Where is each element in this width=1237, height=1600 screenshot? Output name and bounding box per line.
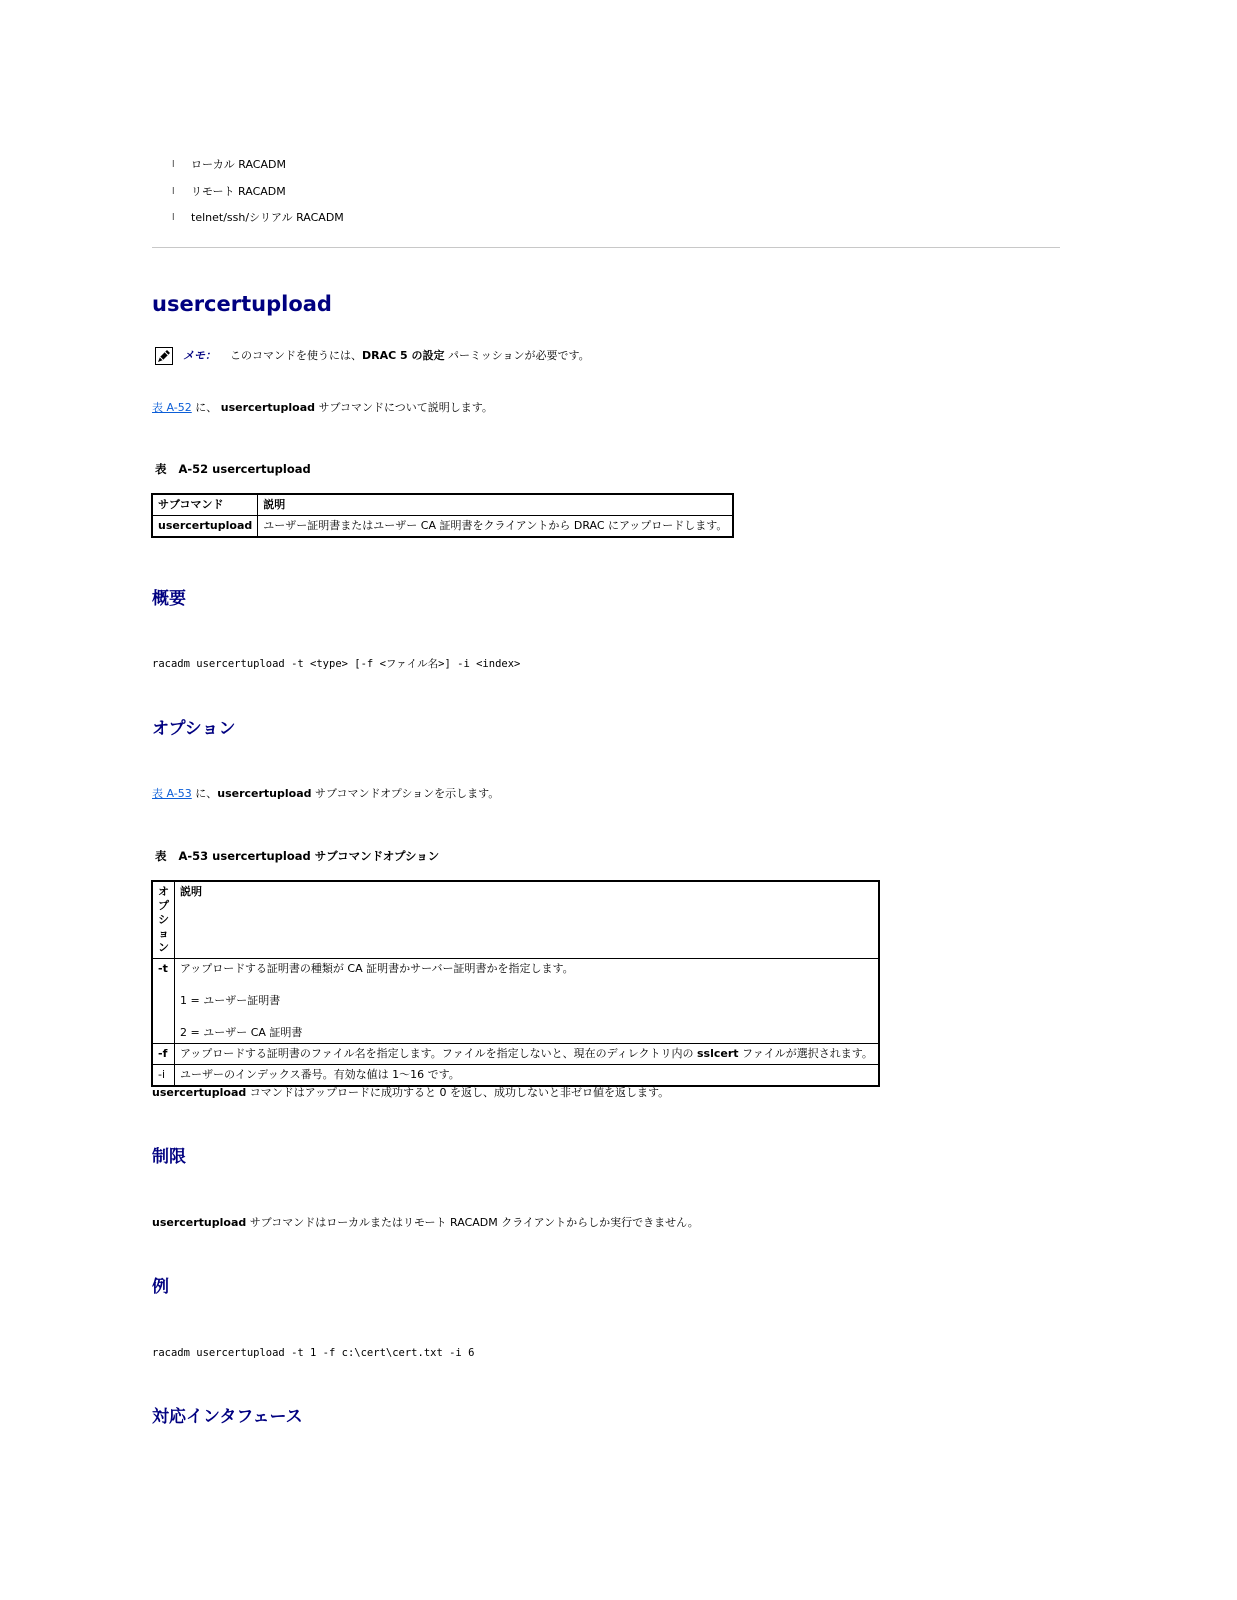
interface-list [172, 158, 344, 238]
table-a52-intro: 表 A-52 に、 usercertupload サブコマンドについて説明します。 [152, 401, 493, 414]
table-header-row: サブコマンド 説明 [152, 494, 733, 516]
restriction-text: usercertupload サブコマンドはローカルまたはリモート RACADM クライアントからしか実行できません。 [152, 1216, 699, 1229]
list-item: l リモート RACADM [172, 184, 286, 198]
list-item: l ローカル RACADM [172, 158, 286, 171]
table-a53-caption: 表 A-53 usercertupload サブコマンドオプション [155, 849, 440, 863]
table-row: -i ユーザーのインデックス番号。有効な値は 1～16 です。 [152, 1065, 879, 1087]
section-interfaces-heading: 対応インタフェース [152, 1407, 303, 1427]
section-options-heading: オプション [152, 719, 236, 739]
note-label: メモ： [183, 349, 216, 362]
table-header-row: オプション 説明 [152, 881, 879, 959]
synopsis-code: racadm usercertupload -t <type> [-f <ファイル名>] -i <index> [152, 658, 521, 670]
table-a52-caption: 表 A-52 usercertupload [155, 462, 311, 476]
return-value-text: usercertupload コマンドはアップロードに成功すると 0 を返し、成功しないと非ゼロ値を返します。 [152, 1086, 670, 1099]
section-restrictions-heading: 制限 [152, 1147, 186, 1167]
subcommand-table [151, 493, 734, 538]
table-row: usercertupload ユーザー証明書またはユーザー CA 証明書をクライアントから DRAC にアップロードします。 [152, 516, 733, 538]
options-table [151, 880, 880, 1087]
section-synopsis-heading: 概要 [152, 589, 186, 609]
note [155, 347, 590, 365]
table-a53-link[interactable]: 表 A-53 [152, 787, 192, 800]
table-a53-intro: 表 A-53 に、usercertupload サブコマンドオプションを示します。 [152, 787, 500, 800]
page-title: usercertupload [152, 292, 332, 316]
note-text: このコマンドを使うには、DRAC 5 の設定 パーミッションが必要です。 [230, 349, 590, 362]
section-example-heading: 例 [152, 1277, 169, 1297]
table-row: -t アップロードする証明書の種類が CA 証明書かサーバー証明書かを指定します。 1 = ユーザー証明書 2 = ユーザー CA 証明書 [152, 959, 879, 1044]
divider [152, 247, 1060, 248]
table-a52-link[interactable]: 表 A-52 [152, 401, 192, 414]
table-row: -f アップロードする証明書のファイル名を指定します。ファイルを指定しないと、現在のディレクトリ内の sslcert ファイルが選択されます。 [152, 1044, 879, 1065]
pencil-note-icon [155, 347, 173, 365]
example-code: racadm usercertupload -t 1 -f c:\cert\cert.txt -i 6 [152, 1347, 475, 1359]
list-item: l telnet/ssh/シリアル RACADM [172, 211, 344, 224]
